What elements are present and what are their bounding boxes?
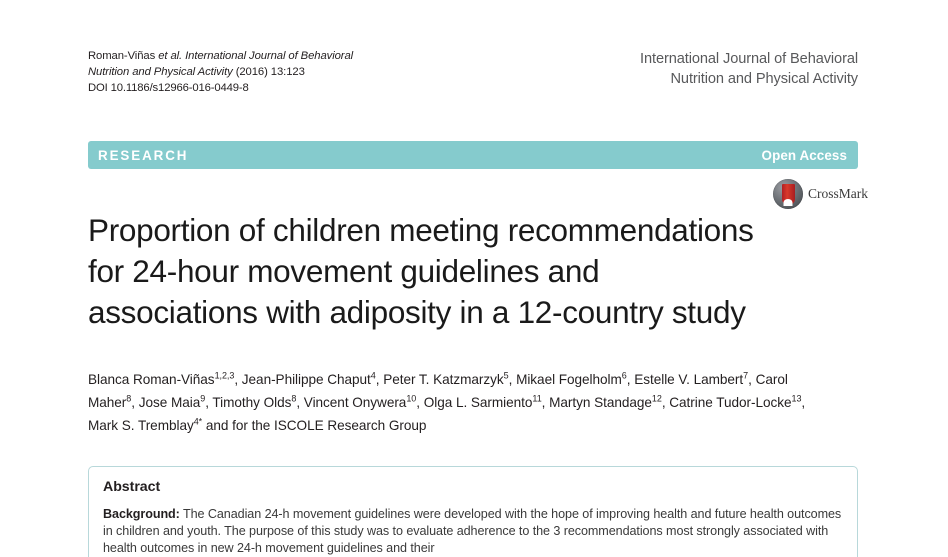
abstract-background-label: Background: bbox=[103, 507, 180, 521]
journal-masthead-line-2: Nutrition and Physical Activity bbox=[670, 70, 858, 87]
author-list: Blanca Roman-Viñas$^{1,2,3}$, Jean-Philippe Chaput$^4$, Peter T. Katzmarzyk$^5$, Mikael Fogelholm$^6$, Estelle V. Lambert$^7$, Carol Maher$^8$, Jose Maia$^9$, Timothy Olds$^8$, Vincent Onywera$^{10}$, Olga L. Sarmiento$^{11}$, Martyn Standage$^{12}$, Catrine Tudor-Locke$^{13}$, Mark S. Tremblay$^{4*}$ and for the ISCOLE Research Group bbox=[88, 370, 806, 434]
journal-masthead-line-1: International Journal of Behavioral bbox=[640, 51, 858, 67]
crossmark-icon bbox=[773, 179, 803, 209]
crossmark-logo[interactable] bbox=[773, 178, 868, 210]
abstract-box bbox=[88, 466, 858, 557]
crossmark-label: CrossMark bbox=[808, 186, 868, 201]
citation-journal-italic: et al. International Journal of Behavioral bbox=[158, 50, 354, 62]
research-open-access-banner bbox=[88, 141, 858, 169]
article-type-label: RESEARCH bbox=[98, 147, 189, 163]
abstract-background-text: The Canadian 24-h movement guidelines were developed with the hope of improving health and future health outcomes in children and youth. The purpose of this study was to evaluate adherence to the 3 recommendations most strongly associated with health outcomes in new 24-h movement guidelines and their bbox=[103, 507, 842, 556]
crossmark-icon-shape bbox=[782, 184, 795, 205]
citation-author: Roman-Viñas bbox=[88, 50, 156, 62]
page-title: Proportion of children meeting recommendations for 24-hour movement guidelines and associations with adiposity in a 12-country study bbox=[88, 212, 754, 331]
abstract-body bbox=[103, 506, 843, 557]
open-access-label[interactable]: Open Access bbox=[761, 147, 847, 163]
journal-masthead bbox=[438, 50, 858, 89]
paper-header bbox=[88, 48, 858, 108]
abstract-heading: Abstract bbox=[103, 479, 161, 495]
citation-journal-italic-2: Nutrition and Physical Activity bbox=[88, 66, 233, 79]
citation-volume: (2016) 13:123 bbox=[235, 66, 305, 79]
citation-doi: DOI 10.1186/s12966-016-0449-8 bbox=[88, 82, 249, 95]
